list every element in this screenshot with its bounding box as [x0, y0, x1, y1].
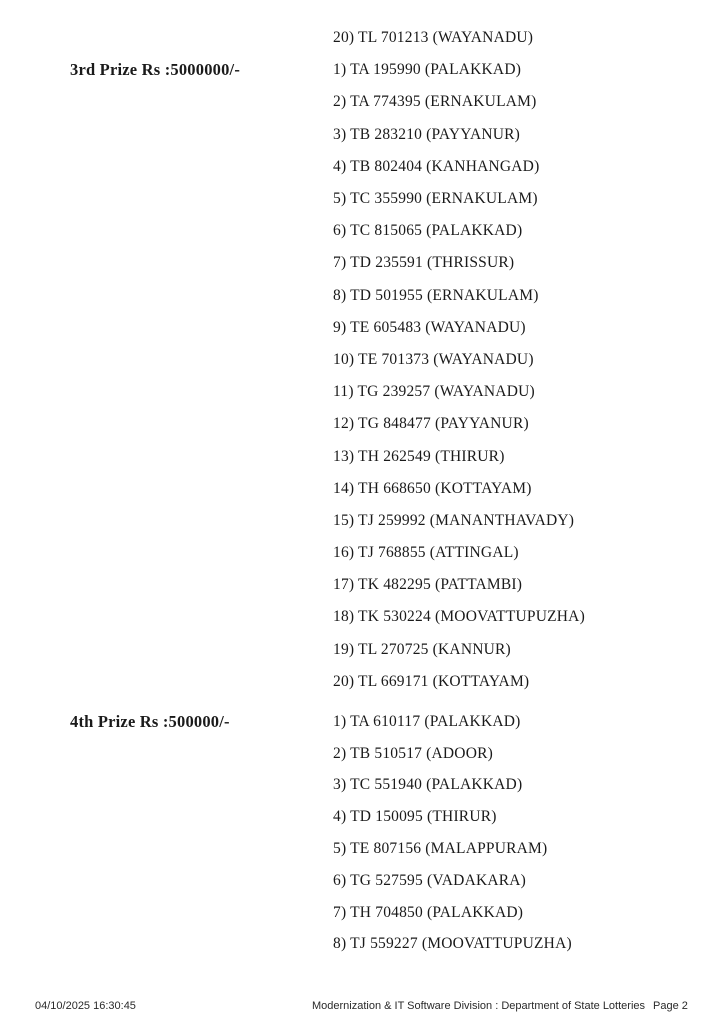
prize-entry: 5) TE 807156 (MALAPPURAM): [333, 840, 548, 858]
prize-entry: 1) TA 610117 (PALAKKAD): [333, 712, 521, 730]
prize-entry: 6) TG 527595 (VADAKARA): [333, 871, 527, 889]
prize-entry: 10) TE 701373 (WAYANADU): [333, 350, 534, 368]
fourth-prize-label: 4th Prize Rs :500000/-: [70, 712, 230, 732]
prize-entry: 7) TD 235591 (THRISSUR): [333, 254, 515, 272]
prize-entry: 12) TG 848477 (PAYYANUR): [333, 415, 529, 433]
prize-entry: 11) TG 239257 (WAYANADU): [333, 383, 535, 401]
prize-entry: 7) TH 704850 (PALAKKAD): [333, 903, 524, 921]
prize-entry: 18) TK 530224 (MOOVATTUPUZHA): [333, 608, 585, 626]
prize-entry: 3) TB 283210 (PAYYANUR): [333, 125, 521, 143]
prize-entry: 8) TD 501955 (ERNAKULAM): [333, 286, 539, 304]
results-list: [0, 22, 724, 960]
prize-entry: 16) TJ 768855 (ATTINGAL): [333, 544, 519, 562]
prize-entry: 2) TA 774395 (ERNAKULAM): [333, 93, 537, 111]
footer-page-number: Page 2: [653, 1000, 688, 1012]
prize-entry-continuation: 20) TL 701213 (WAYANADU): [333, 29, 534, 47]
prize-entry: 1) TA 195990 (PALAKKAD): [333, 61, 522, 79]
third-prize-label: 3rd Prize Rs :5000000/-: [70, 60, 241, 80]
footer-datetime: 04/10/2025 16:30:45: [35, 1000, 136, 1012]
prize-entry: 6) TC 815065 (PALAKKAD): [333, 222, 523, 240]
footer-division-text: Modernization & IT Software Division : Department of State Lotteries: [312, 1000, 646, 1012]
prize-entry: 3) TC 551940 (PALAKKAD): [333, 776, 523, 794]
prize-entry: 20) TL 669171 (KOTTAYAM): [333, 672, 530, 690]
prize-entry: 5) TC 355990 (ERNAKULAM): [333, 190, 538, 208]
prize-entry: 9) TE 605483 (WAYANADU): [333, 318, 526, 336]
prize-entry: 17) TK 482295 (PATTAMBI): [333, 576, 523, 594]
fourth-prize-section: [0, 706, 724, 960]
prize-entry: 19) TL 270725 (KANNUR): [333, 640, 511, 658]
prize-entry: 13) TH 262549 (THIRUR): [333, 447, 505, 465]
page-footer: [0, 1000, 724, 1016]
prize-entry: 4) TB 802404 (KANHANGAD): [333, 157, 540, 175]
prize-entry: 15) TJ 259992 (MANANTHAVADY): [333, 511, 575, 529]
prize-entry: 14) TH 668650 (KOTTAYAM): [333, 479, 532, 497]
prize-entry: 4) TD 150095 (THIRUR): [333, 808, 497, 826]
prize-entry: 2) TB 510517 (ADOOR): [333, 744, 493, 762]
third-prize-section: [0, 54, 724, 698]
prize-entry: 8) TJ 559227 (MOOVATTUPUZHA): [333, 935, 572, 953]
